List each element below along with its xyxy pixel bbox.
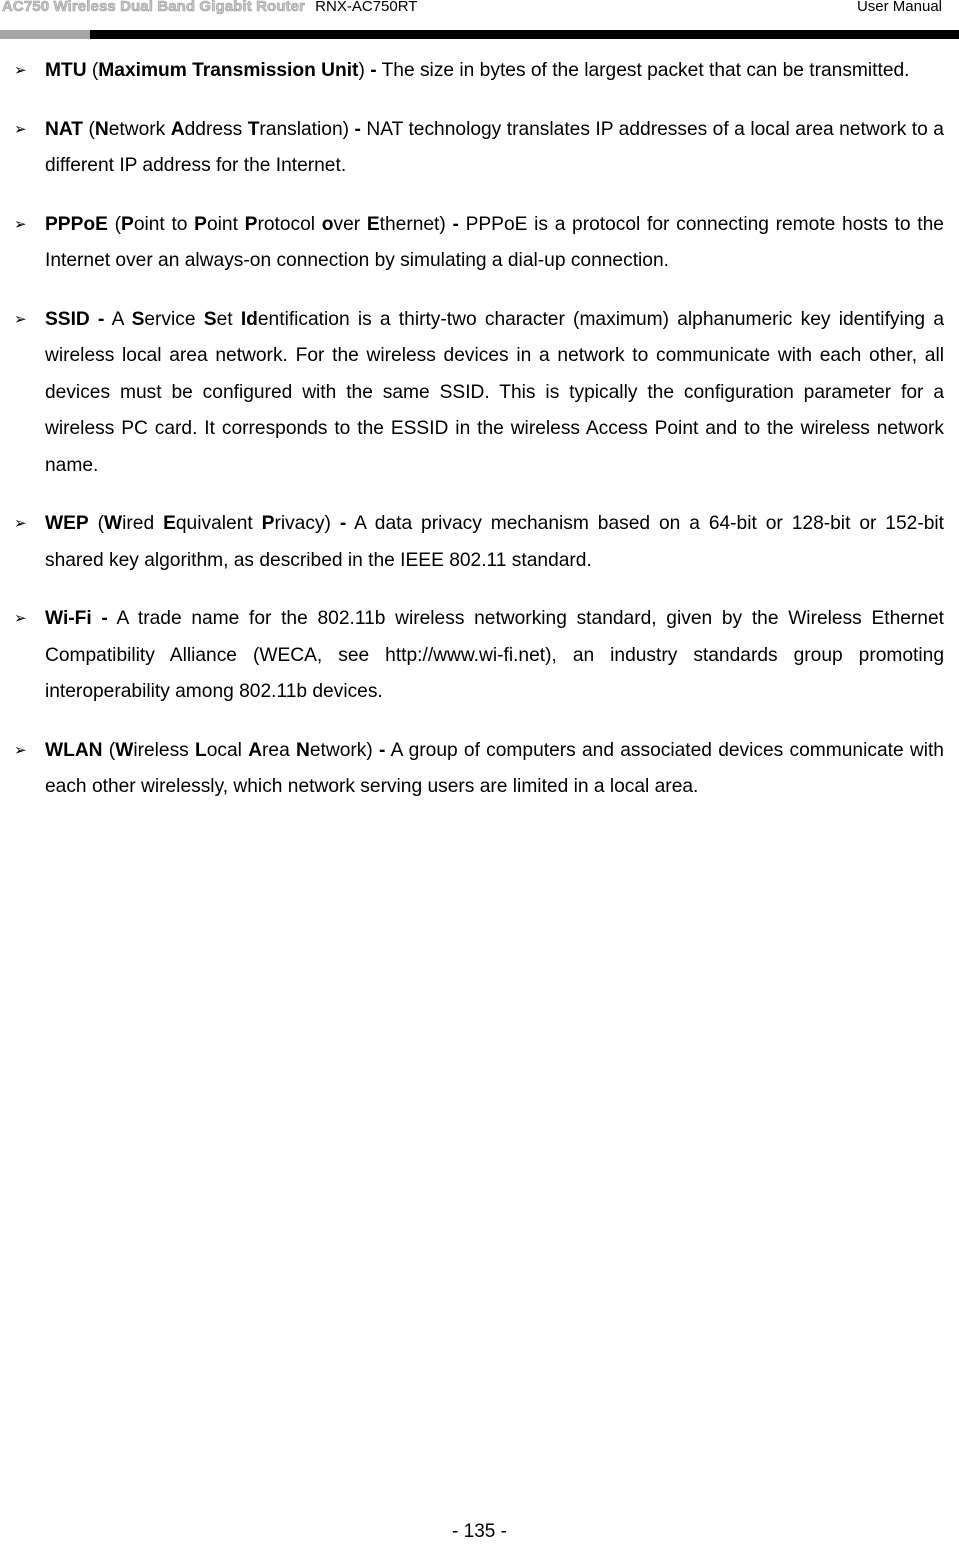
glossary-term: MTU (45, 60, 87, 81)
term-expansion-part: L (195, 739, 207, 761)
term-expansion-part: ( (97, 513, 105, 534)
term-expansion-part: quivalent (175, 513, 262, 534)
glossary-definition: PPPoE is a protocol for connecting remote hosts to the Internet over an always-on connection by simulating a dial-up connection. (45, 213, 944, 271)
glossary-entry-text (45, 207, 944, 280)
arrow-bullet-icon: ➢ (14, 120, 27, 138)
page-number: - 135 - (452, 1521, 507, 1542)
definition-part: S (203, 308, 217, 330)
term-expansion-part: rotocol (257, 213, 322, 235)
glossary-item (14, 506, 944, 579)
term-separator: - (98, 308, 105, 330)
term-separator: - (354, 118, 361, 140)
glossary-entry-text (45, 112, 944, 185)
definition-part: Id (240, 308, 258, 330)
arrow-bullet-icon: ➢ (14, 515, 27, 532)
header-left (2, 0, 417, 15)
term-expansion-part: ver (333, 213, 367, 235)
definition-part: entification is a thirty-two character (maximum) alphanumeric key identifying a wireless local area network. For the wireless devices in a network to communicate with each other, all devices must be configured with the same SSID. This is typically the configuration parameter for a wireless PC card. It corresponds to the ESSID in the wireless Access Point and to the wireless network name. (45, 308, 944, 476)
term-expansion-part: oint to (133, 213, 195, 235)
term-expansion-part: E (366, 213, 380, 235)
glossary-entry-text (45, 302, 944, 485)
glossary-term: NAT (45, 118, 84, 140)
arrow-bullet-icon: ➢ (14, 610, 27, 627)
glossary-entry-text (45, 733, 944, 806)
glossary-definition: A group of computers and associated devices communicate with each other wirelessly, which network serving users are limited in a local area. (45, 739, 944, 797)
term-expansion-part: P (194, 213, 207, 235)
term-expansion-part: T (247, 118, 260, 140)
glossary-term: WLAN (45, 739, 103, 761)
term-expansion-part: ) (358, 60, 365, 81)
glossary-term: PPPoE (45, 213, 108, 235)
glossary-item (14, 53, 944, 90)
glossary-entry-text (45, 601, 944, 711)
glossary-term: WEP (45, 513, 89, 534)
glossary-item (14, 733, 944, 806)
term-expansion-part: ddress (184, 118, 248, 140)
glossary-entry-text (45, 53, 944, 90)
term-expansion-part: rea (262, 739, 297, 761)
term-separator: - (370, 60, 377, 81)
glossary-definition: A data privacy mechanism based on a 64-bit or 128-bit or 152-bit shared key algorithm, as described in the IEEE 802.11 standard. (45, 513, 944, 571)
definition-part: et (216, 308, 241, 330)
glossary-item (14, 601, 944, 711)
term-expansion-part: Maximum Transmission Unit (98, 60, 359, 81)
term-expansion-part: ( (88, 118, 95, 140)
term-expansion-part: ( (91, 60, 99, 81)
glossary-definition: NAT technology translates IP addresses of a local area network to a different IP address for the Internet. (45, 118, 944, 176)
definition-part: ervice (144, 308, 204, 330)
term-separator: - (379, 739, 386, 761)
term-expansion-part: oint (206, 213, 245, 235)
header-manual-label: User Manual (856, 0, 942, 15)
definition-part: A (111, 308, 132, 330)
arrow-bullet-icon: ➢ (14, 215, 27, 233)
glossary-definition: The size in bytes of the largest packet that can be transmitted. (381, 60, 910, 81)
arrow-bullet-icon: ➢ (14, 310, 27, 328)
term-expansion-part: A (170, 118, 185, 140)
term-expansion-part: E (163, 513, 176, 534)
header-product-title: AC750 Wireless Dual Band Gigabit Router (2, 0, 305, 15)
term-expansion-part: ireless (133, 739, 195, 761)
term-expansion-part: ranslation) (259, 118, 350, 140)
header-rule-black (90, 30, 959, 39)
header-rule-gray (0, 30, 90, 39)
arrow-bullet-icon: ➢ (14, 62, 27, 79)
glossary-item (14, 207, 944, 280)
page-header (0, 0, 959, 44)
term-expansion-part: ired (122, 513, 164, 534)
term-separator: - (452, 213, 459, 235)
glossary-entry-text (45, 506, 944, 579)
term-expansion-part: N (296, 739, 310, 761)
term-expansion-part: thernet) (379, 213, 446, 235)
term-expansion-part: P (261, 513, 275, 534)
term-expansion-part: ocal (206, 739, 249, 761)
glossary-term: SSID (45, 308, 90, 330)
arrow-bullet-icon: ➢ (14, 741, 27, 759)
term-expansion-part: ( (108, 739, 116, 761)
term-separator: - (101, 608, 108, 629)
glossary-item (14, 112, 944, 185)
term-expansion-part: W (104, 513, 123, 534)
term-expansion-part: etwork (108, 118, 171, 140)
term-expansion-part: o (321, 213, 334, 235)
term-expansion-part: N (94, 118, 109, 140)
term-expansion-part: ( (114, 213, 122, 235)
term-expansion-part: W (115, 739, 134, 761)
term-expansion-part: rivacy) (274, 513, 331, 534)
definition-part: S (131, 308, 145, 330)
header-model: RNX-AC750RT (315, 0, 418, 15)
glossary-item (14, 302, 944, 485)
term-separator: - (339, 513, 347, 534)
glossary-definition: A trade name for the 802.11b wireless networking standard, given by the Wireless Ethernet Compatibility Alliance (WECA, see http://www.wi-fi.net), an industry standards group promoting interoperability among 802.11b devices. (45, 608, 944, 702)
glossary-list (14, 53, 944, 828)
term-expansion-part: A (248, 739, 263, 761)
glossary-term: Wi-Fi (45, 608, 92, 629)
term-expansion-part: etwork) (309, 739, 373, 761)
term-expansion-part: P (244, 213, 258, 235)
term-expansion-part: P (121, 213, 134, 235)
